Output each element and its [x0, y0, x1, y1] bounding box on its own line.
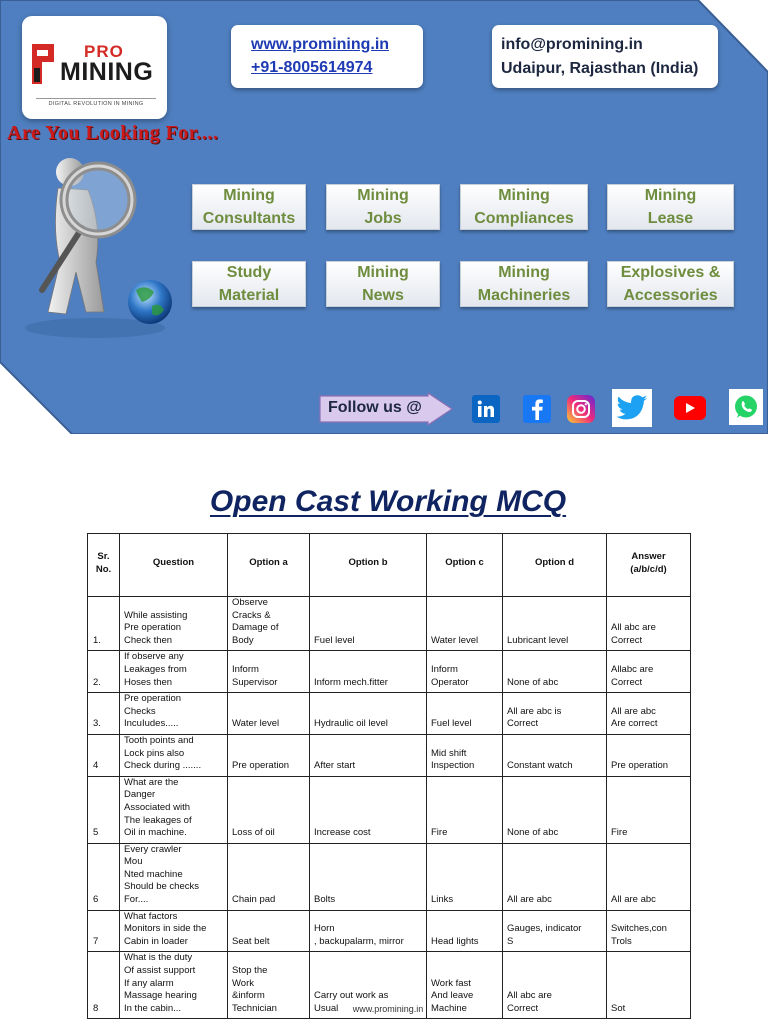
- twitter-icon[interactable]: [612, 389, 652, 427]
- follow-us-button[interactable]: [318, 393, 453, 425]
- cell-sr-no: 4: [88, 734, 120, 776]
- nav-label-line1: Mining: [357, 187, 409, 204]
- table-row: [88, 693, 691, 735]
- cell-option-b: Carry out work as Usual: [310, 952, 427, 1019]
- table-row: [88, 651, 691, 693]
- nav-label-line2: Consultants: [202, 210, 296, 227]
- cell-question: Every crawler Mou Nted machine Should be checks For....: [120, 843, 228, 910]
- cell-question: What are the Danger Associated with The leakages of Oil in machine.: [120, 776, 228, 843]
- nav-label-line1: Mining: [223, 187, 275, 204]
- cell-question: Pre operation Checks IncuIudes.....: [120, 693, 228, 735]
- banner-headline: Are You Looking For....: [7, 122, 219, 144]
- logo-tagline: DIGITAL REVOLUTION IN MINING: [36, 98, 156, 107]
- cell-sr-no: 8: [88, 952, 120, 1019]
- follow-us-label: Follow us @: [328, 399, 422, 416]
- nav-label-line1: Mining: [357, 264, 409, 281]
- cell-answer: All are abc: [607, 843, 691, 910]
- cell-option-b: After start: [310, 734, 427, 776]
- cell-answer: Sot: [607, 952, 691, 1019]
- nav-label-line2: Jobs: [364, 210, 402, 227]
- cell-option-c: Links: [427, 843, 503, 910]
- cell-option-d: All are abc is Correct: [503, 693, 607, 735]
- cell-option-c: Fire: [427, 776, 503, 843]
- cell-option-d: Gauges, indicator S: [503, 910, 607, 952]
- cell-sr-no: 1.: [88, 597, 120, 651]
- logo-brand-main: MINING: [60, 58, 154, 86]
- email-contact-card: [492, 25, 718, 88]
- cell-option-a: Stop the Work &inform Technician: [228, 952, 310, 1019]
- nav-button-mining-news[interactable]: [326, 261, 440, 307]
- cell-option-c: Fuel level: [427, 693, 503, 735]
- cell-answer: Pre operation: [607, 734, 691, 776]
- table-row: [88, 910, 691, 952]
- document-title: Open Cast Working MCQ: [209, 485, 567, 518]
- cell-option-d: Constant watch: [503, 734, 607, 776]
- cell-option-b: Hydraulic oil level: [310, 693, 427, 735]
- cell-option-d: Lubricant level: [503, 597, 607, 651]
- email-address[interactable]: info@promining.in: [501, 36, 643, 53]
- cell-option-a: Water level: [228, 693, 310, 735]
- column-header-option-a: Option a: [228, 534, 310, 597]
- logo-mark-icon: [30, 42, 58, 86]
- cell-answer: All are abc Are correct: [607, 693, 691, 735]
- cell-question: If observe any Leakages from Hoses then: [120, 651, 228, 693]
- table-row: [88, 597, 691, 651]
- cell-option-c: Mid shift Inspection: [427, 734, 503, 776]
- cell-option-d: All are abc: [503, 843, 607, 910]
- cell-question: While assisting Pre operation Check then: [120, 597, 228, 651]
- cell-option-c: Water level: [427, 597, 503, 651]
- table-header-row: [88, 534, 691, 597]
- cell-option-a: Loss of oil: [228, 776, 310, 843]
- youtube-icon[interactable]: [674, 396, 706, 420]
- nav-button-mining-jobs[interactable]: [326, 184, 440, 230]
- column-header-option-d: Option d: [503, 534, 607, 597]
- cell-answer: Switches,con Trols: [607, 910, 691, 952]
- cell-option-b: Fuel level: [310, 597, 427, 651]
- nav-button-mining-compliances[interactable]: [460, 184, 588, 230]
- promining-logo[interactable]: [22, 16, 167, 119]
- whatsapp-icon[interactable]: [729, 389, 763, 425]
- nav-label-line1: Mining: [498, 264, 550, 281]
- cell-answer: Fire: [607, 776, 691, 843]
- table-row: [88, 776, 691, 843]
- column-header-question: Question: [120, 534, 228, 597]
- nav-label-line2: Machineries: [477, 287, 571, 304]
- cell-answer: Allabc are Correct: [607, 651, 691, 693]
- nav-label-line2: Compliances: [474, 210, 574, 227]
- nav-button-study-material[interactable]: [192, 261, 306, 307]
- nav-label-line2: Accessories: [623, 287, 718, 304]
- logo-brand-top: PRO: [84, 42, 124, 61]
- cell-question: What factors Monitors in side the Cabin in loader: [120, 910, 228, 952]
- cell-option-d: None of abc: [503, 651, 607, 693]
- nav-label-line2: News: [362, 287, 404, 304]
- cell-option-b: Bolts: [310, 843, 427, 910]
- cell-sr-no: 5: [88, 776, 120, 843]
- column-header-sr-no: Sr. No.: [88, 534, 120, 597]
- mcq-table: [87, 533, 691, 1019]
- nav-label-line1: Study: [226, 264, 272, 281]
- nav-label-line1: Explosives &: [620, 264, 721, 281]
- cell-option-b: Increase cost: [310, 776, 427, 843]
- cell-answer: All abc are Correct: [607, 597, 691, 651]
- table-row: [88, 843, 691, 910]
- cell-option-c: Head lights: [427, 910, 503, 952]
- footer-website[interactable]: www.promining.in: [352, 1004, 424, 1014]
- cell-option-b: Horn , backupalarm, mirror: [310, 910, 427, 952]
- cell-sr-no: 3.: [88, 693, 120, 735]
- nav-label-line2: Lease: [647, 210, 694, 227]
- cell-option-a: Observe Cracks & Damage of Body: [228, 597, 310, 651]
- nav-button-explosives-accessories[interactable]: [607, 261, 734, 307]
- table-row: [88, 734, 691, 776]
- website-contact-card: [231, 25, 423, 88]
- cell-option-a: Inform Supervisor: [228, 651, 310, 693]
- cell-sr-no: 2.: [88, 651, 120, 693]
- column-header-option-c: Option c: [427, 534, 503, 597]
- location-text: Udaipur, Rajasthan (India): [501, 60, 699, 77]
- cell-option-a: Chain pad: [228, 843, 310, 910]
- column-header-answer: Answer (a/b/c/d): [607, 534, 691, 597]
- nav-label-line2: Material: [218, 287, 280, 304]
- nav-label-line1: Mining: [498, 187, 550, 204]
- globe-illustration: [128, 280, 172, 324]
- column-header-option-b: Option b: [310, 534, 427, 597]
- cell-option-a: Seat belt: [228, 910, 310, 952]
- nav-button-mining-consultants[interactable]: [192, 184, 306, 230]
- website-link[interactable]: www.promining.in: [251, 36, 390, 53]
- cell-question: What is the duty Of assist support If any alarm Massage hearing In the cabin...: [120, 952, 228, 1019]
- nav-button-mining-lease[interactable]: [607, 184, 734, 230]
- cell-option-d: None of abc: [503, 776, 607, 843]
- nav-button-mining-machineries[interactable]: [460, 261, 588, 307]
- instagram-icon[interactable]: [567, 395, 595, 423]
- cell-question: Tooth points and Lock pins also Check during .......: [120, 734, 228, 776]
- cell-option-c: Work fast And leave Machine: [427, 952, 503, 1019]
- linkedin-icon[interactable]: [472, 395, 500, 423]
- cell-sr-no: 7: [88, 910, 120, 952]
- nav-label-line1: Mining: [644, 187, 697, 204]
- cell-option-d: All abc are Correct: [503, 952, 607, 1019]
- cell-sr-no: 6: [88, 843, 120, 910]
- facebook-icon[interactable]: [523, 395, 551, 423]
- cell-option-a: Pre operation: [228, 734, 310, 776]
- cell-option-b: Inform mech.fitter: [310, 651, 427, 693]
- cell-option-c: Inform Operator: [427, 651, 503, 693]
- phone-link[interactable]: +91-8005614974: [251, 59, 373, 76]
